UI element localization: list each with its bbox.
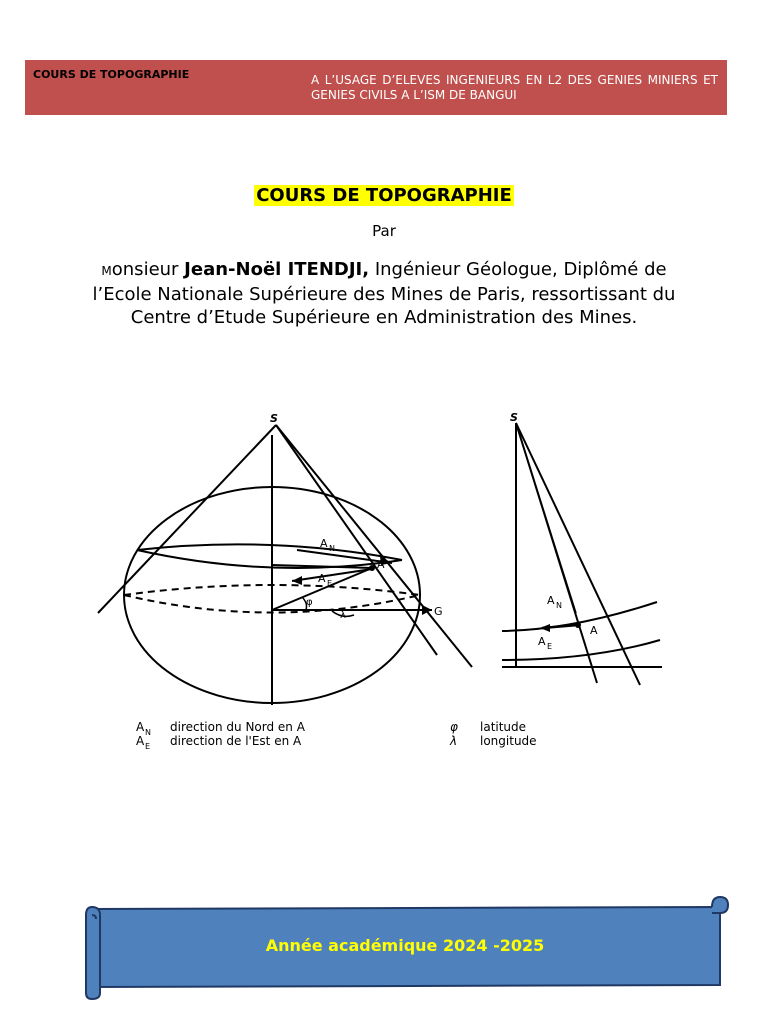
academic-year: Année académique 2024 -2025: [265, 936, 545, 955]
label-s-right: S: [510, 411, 518, 424]
g-arrowhead: [422, 605, 432, 615]
label-r-ae-sub: E: [547, 642, 553, 651]
label-r-an-sub: N: [556, 601, 562, 610]
author-block: [84, 258, 684, 329]
label-an: A: [320, 537, 328, 550]
legend-ae-text: direction de l'Est en A: [170, 734, 302, 748]
label-g: G: [434, 605, 443, 618]
label-phi: φ: [306, 597, 313, 608]
author-prefix-initial: M: [101, 264, 112, 278]
figure-legend: [136, 720, 537, 751]
author-name: Jean-Noël ITENDJI,: [184, 259, 370, 280]
legend-phi-sym: φ: [450, 720, 458, 734]
legend-an-sub: N: [145, 728, 151, 737]
label-r-a: A: [590, 624, 598, 637]
legend-ae-sub: E: [145, 742, 151, 751]
label-r-ae: A: [538, 635, 546, 648]
label-a: A: [377, 558, 385, 571]
cone-inner-edge: [276, 425, 437, 655]
right-line-3: [516, 423, 576, 613]
right-point-a: [575, 622, 581, 628]
scroll-left-curl: [86, 907, 100, 999]
legend-lambda-sym: λ: [450, 734, 458, 748]
header-band: [25, 60, 727, 115]
title-block: [0, 185, 768, 206]
label-ae-sub: E: [327, 579, 333, 588]
right-line-2: [516, 423, 640, 685]
topography-figure: [92, 405, 672, 755]
header-course-title: COURS DE TOPOGRAPHIE: [33, 68, 190, 81]
label-an-sub: N: [329, 544, 335, 553]
right-parallel-2: [502, 640, 660, 660]
legend-an-sym: A: [136, 720, 145, 734]
by-label: Par: [372, 222, 396, 240]
label-ae: A: [318, 572, 326, 585]
legend-an-text: direction du Nord en A: [170, 720, 305, 734]
label-s-left: S: [270, 412, 278, 425]
label-r-an: A: [547, 594, 555, 607]
legend-phi-text: latitude: [480, 720, 527, 734]
point-a: [369, 565, 375, 571]
scroll-top-curl: [712, 897, 728, 913]
label-lambda: λ: [340, 610, 346, 621]
legend-ae-sym: A: [136, 734, 145, 748]
author-prefix: onsieur: [111, 259, 185, 280]
legend-lambda-text: longitude: [480, 734, 537, 748]
header-audience: A L’USAGE D’ELEVES INGENIEURS EN L2 DES GENIES MINIERS ET GENIES CIVILS A L’ISM DE BANGUI: [311, 73, 718, 102]
document-title: COURS DE TOPOGRAPHIE: [256, 185, 512, 206]
right-ae-arrowhead: [540, 624, 550, 632]
ae-arrowhead: [292, 576, 302, 585]
author-description: Ingénieur Géologue, Diplômé de l’Ecole Nationale Supérieure des Mines de Paris, ressortissant du Centre d’Etude Supérieure en Administration des Mines.: [92, 259, 676, 328]
